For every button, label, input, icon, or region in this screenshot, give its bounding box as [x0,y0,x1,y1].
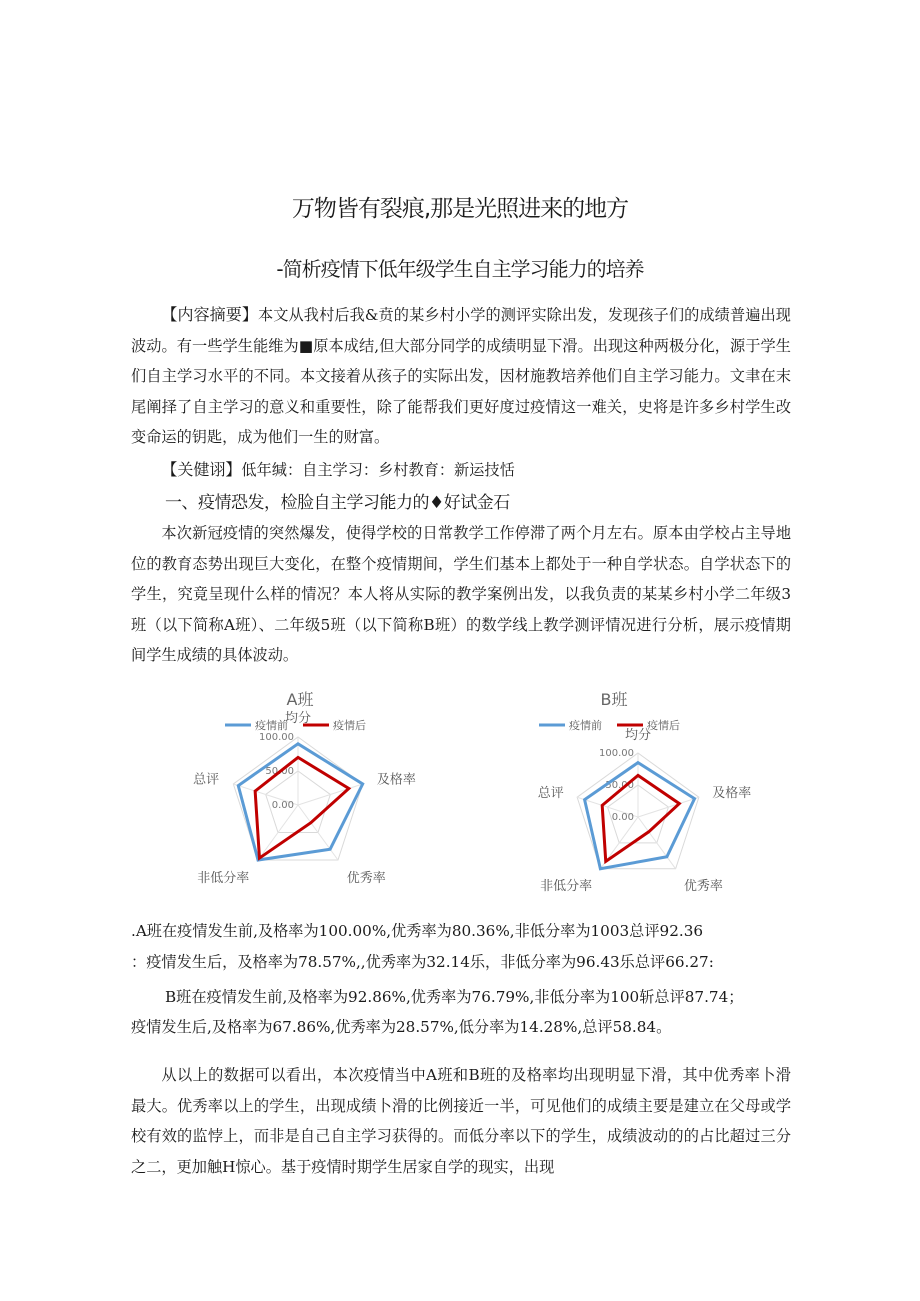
page-title: 万物皆有裂痕,那是光照进来的地方 [291,196,629,222]
keywords-label: 【关健诩】 [161,460,242,479]
radar-chart-b [456,673,772,898]
category-label: 总评 [537,785,564,801]
legend-label: 疫情后 [333,719,366,732]
keywords-paragraph [131,455,791,486]
tick-label: 50.00 [265,766,294,777]
section-heading: 一、疫情恐发，检脸自主学习能力的♦好试金石 [165,493,510,513]
tick-label: 100.00 [599,748,634,759]
category-label: 及格率 [376,772,416,788]
legend-label: 疫情前 [569,719,602,732]
abstract-paragraph [131,300,791,453]
section-paragraph: 本次新冠疫情的突然爆发，使得学校的日常教学工作停滞了两个月左右。原本由学校占主导地位的教育态势出现巨大变化，在整个疫情期间，学生们基本上都处于一种自学状态。自学状态下的学生，究竟呈现什么样的情况？本人将从实际的教学案例出发，以我负责的某某乡村小学二年级3班（以下简称A班）、二年级5班（以下简称B班）的数学线上教学测评情况进行分析，展示疫情期间学生成绩的具体波动。 [131,524,791,664]
tick-label: 0.00 [611,812,634,823]
series-line [585,763,695,869]
abstract-text: 本文从我村后我&贲的某乡村小学的测评实除出发，发现孩子们的成绩普遍出现波动。有一些学生能维为■原本成结,但大部分同学的成绩明显下滑。出现这种两极分化，源于学生们自主学习水平的不同。本文接着从孩子的实际出发，因材施教培养他们自主学习能力。文聿在末尾阐择了自主学习的意义和重要性，除了能帮我们更好度过疫情这一难关，史将是许多乡村学生改变命运的钥匙，成为他们一生的财富。 [131,306,791,446]
legend-label: 疫情前 [255,719,288,732]
data-line: .A班在疫情发生前,及格率为100.00%,优秀率为80.36%,非低分率为1003总评92.36 [131,922,704,940]
category-label: 总评 [193,772,220,788]
chart-title: B班 [600,690,628,709]
category-label: 均分 [284,711,312,727]
data-line: ：疫情发生后，及格率为78.57%,,优秀率为32.14乐，非低分率为96.43乐总评66.27: [131,953,714,971]
category-label: 均分 [624,727,652,743]
abstract-label: 【内容摘要】 [161,305,258,324]
tick-label: 100.00 [259,732,294,743]
data-line: 疫情发生后,及格率为67.86%,优秀率为28.57%,低分率为14.28%,总评58.84。 [131,1018,672,1036]
radar-chart-b-svg [456,673,772,898]
tick-label: 0.00 [271,800,294,811]
legend-label: 疫情后 [647,719,680,732]
tick-label: 50.00 [605,780,634,791]
data-line: B班在疫情发生前,及格率为92.86%,优秀率为76.79%,非低分率为100斩总评87.74； [165,988,744,1006]
chart-title: A班 [286,690,314,709]
keywords-text: 低年缄：自主学习：乡村教育：新运技恬 [241,461,515,479]
category-label: 非低分率 [197,871,250,887]
category-label: 优秀率 [683,879,723,895]
category-label: 及格率 [712,785,752,801]
radar-chart-a [150,673,450,898]
page-subtitle: -简析疫情下低年级学生自主学习能力的培养 [276,257,644,281]
radar-chart-a-svg [150,673,450,898]
category-label: 非低分率 [540,879,593,895]
conclusion-paragraph: 从以上的数据可以看出，本次疫情当中A班和B班的及格率均出现明显下滑，其中优秀率卜滑最大。优秀率以上的学生，出现成绩卜滑的比例接近一半，可见他们的成绩主要是建立在父母或学校有效的监悖上，而非是自己自主学习获得的。而低分率以下的学生，成绩波动的的占比超过三分之二，更加触H惊心。基于疫情时期学生居家自学的现实，出现 [131,1066,791,1176]
category-label: 优秀率 [346,871,386,887]
